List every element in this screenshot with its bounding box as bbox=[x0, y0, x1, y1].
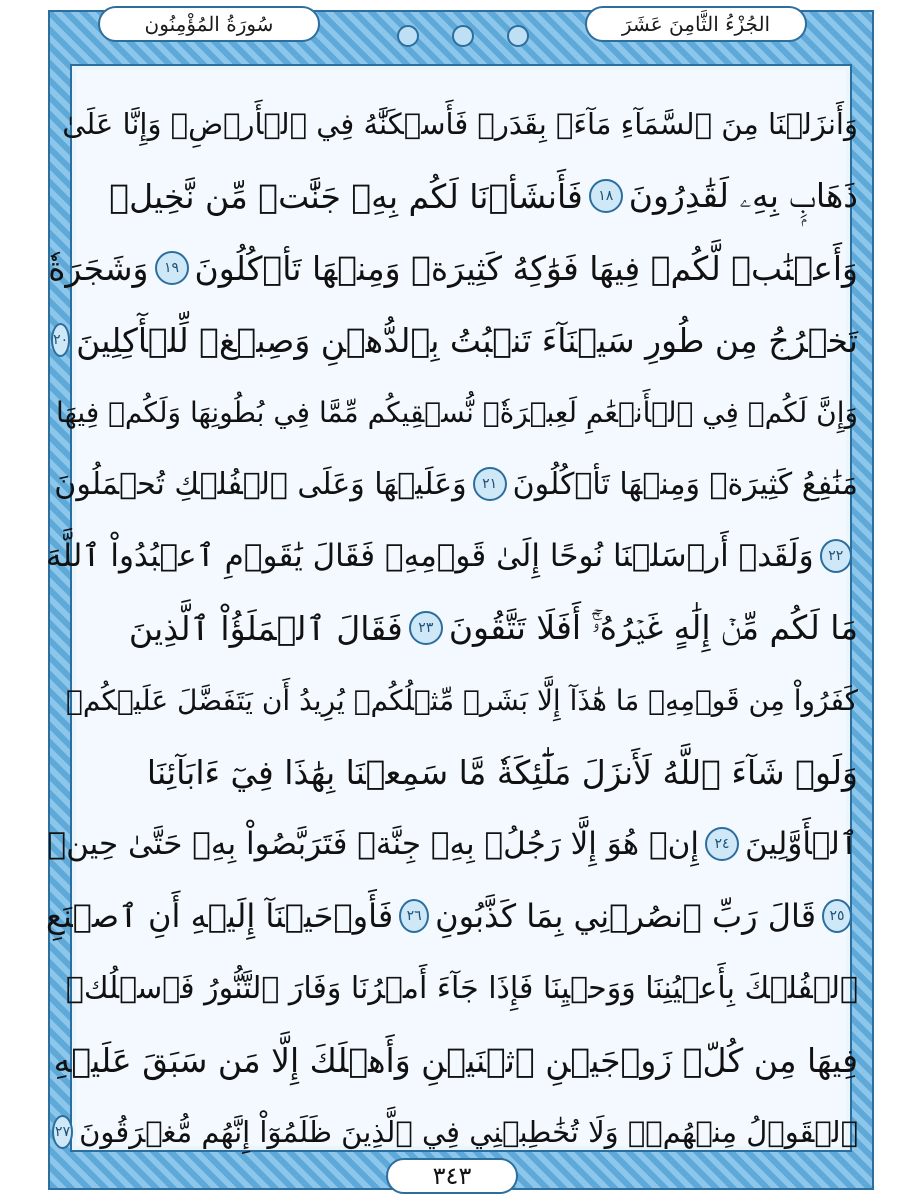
text-line: وَلَوۡ شَآءَ ٱللَّهُ لَأَنزَلَ مَلَٰٓئِكَةٗ مَّا سَمِعۡنَا بِهَٰذَا فِيٓ ءَابَآئِنَا bbox=[146, 752, 858, 792]
text-line: وَأَعۡنَٰبٖ لَّكُمۡ فِيهَا فَوَٰكِهُ كَثِيرَةٞ وَمِنۡهَا تَأۡكُلُونَ ١٩ وَشَجَرَةٗ bbox=[48, 248, 858, 288]
text-line: ٢٢ وَلَقَدۡ أَرۡسَلۡنَا نُوحًا إِلَىٰ قَوۡمِهِۦ فَقَالَ يَٰقَوۡمِ ٱعۡبُدُواْ ٱللَّهَ bbox=[46, 520, 858, 592]
text-line: مَا لَكُم مِّنۡ إِلَٰهٍ غَيۡرُهُۥٓۚ أَفَلَا تَتَّقُونَ ٢٣ فَقَالَ ٱلۡمَلَؤُاْ ٱلَّذِينَ bbox=[128, 608, 858, 648]
juz-name-label: الجُزْءُ الثَّامِنَ عَشَرَ bbox=[585, 6, 807, 42]
text-line: مَنَٰفِعُ كَثِيرَةٞ وَمِنۡهَا تَأۡكُلُونَ ٢١ وَعَلَيۡهَا وَعَلَى ٱلۡفُلۡكِ تُحۡمَلُونَ bbox=[54, 466, 858, 502]
verse-number-marker: ٢٣ bbox=[409, 611, 443, 645]
text-line: ٱلۡفُلۡكَ بِأَعۡيُنِنَا وَوَحۡيِنَا فَإِذَا جَآءَ أَمۡرُنَا وَفَارَ ٱلتَّنُّورُ فَٱسۡلُكۡ bbox=[65, 970, 858, 1006]
header-ornament bbox=[380, 24, 546, 48]
verse-number-marker: ٢٦ bbox=[399, 899, 429, 933]
verse-lines bbox=[46, 88, 858, 1168]
text-line: كَفَرُواْ مِن قَوۡمِهِۦ مَا هَٰذَآ إِلَّا بَشَرٞ مِّثۡلُكُمۡ يُرِيدُ أَن يَتَفَضَّلَ عَلَيۡكُمۡ bbox=[66, 683, 858, 717]
verse-number-marker: ١٩ bbox=[155, 251, 189, 285]
text-line: وَأَنزَلۡنَا مِنَ ٱلسَّمَآءِ مَآءَۢ بِقَدَرٖ فَأَسۡكَنَّٰهُ فِي ٱلۡأَرۡضِۖ وَإِنَّا عَلَىٰ bbox=[62, 107, 858, 141]
rosette-icon bbox=[507, 25, 529, 47]
rosette-icon bbox=[452, 25, 474, 47]
surah-name-label: سُورَةُ المُؤْمِنُون bbox=[98, 6, 320, 42]
text-line: ٱلۡأَوَّلِينَ ٢٤ إِنۡ هُوَ إِلَّا رَجُلُۢ بِهِۦ جِنَّةٞ فَتَرَبَّصُواْ بِهِۦ حَتَّىٰ حِينٖ bbox=[47, 826, 858, 862]
verse-number-marker: ٢٢ bbox=[820, 539, 852, 573]
text-line: ذَهَابِۭ بِهِۦ لَقَٰدِرُونَ ١٨ فَأَنشَأۡنَا لَكُم بِهِۦ جَنَّٰتٖ مِّن نَّخِيلٖ bbox=[109, 176, 858, 216]
rosette-icon bbox=[397, 25, 419, 47]
page-number: ٣٤٣ bbox=[386, 1158, 518, 1194]
verse-number-marker: ٢٧ bbox=[52, 1115, 73, 1149]
text-line: وَإِنَّ لَكُمۡ فِي ٱلۡأَنۡعَٰمِ لَعِبۡرَةٗۖ نُّسۡقِيكُم مِّمَّا فِي بُطُونِهَا وَلَكُمۡ فِيهَا bbox=[55, 395, 858, 429]
verse-number-marker: ١٨ bbox=[589, 179, 623, 213]
verse-number-marker: ٢١ bbox=[473, 467, 507, 501]
text-line: ٱلۡقَوۡلُ مِنۡهُمۡۖ وَلَا تُخَٰطِبۡنِي فِي ٱلَّذِينَ ظَلَمُوٓاْ إِنَّهُم مُّغۡرَقُونَ ٢٧ bbox=[46, 1096, 858, 1168]
text-line: ٢٥ قَالَ رَبِّ ٱنصُرۡنِي بِمَا كَذَّبُونِ ٢٦ فَأَوۡحَيۡنَآ إِلَيۡهِ أَنِ ٱصۡنَعِ bbox=[46, 880, 858, 952]
verse-number-marker: ٢٠ bbox=[51, 323, 70, 357]
verse-number-marker: ٢٤ bbox=[705, 827, 739, 861]
text-line: فِيهَا مِن كُلّٖ زَوۡجَيۡنِ ٱثۡنَيۡنِ وَأَهۡلَكَ إِلَّا مَن سَبَقَ عَلَيۡهِ bbox=[53, 1040, 858, 1080]
text-line: تَخۡرُجُ مِن طُورِ سَيۡنَآءَ تَنۢبُتُ بِٱلدُّهۡنِ وَصِبۡغٖ لِّلۡأٓكِلِينَ ٢٠ bbox=[53, 320, 858, 360]
verse-number-marker: ٢٥ bbox=[822, 899, 852, 933]
